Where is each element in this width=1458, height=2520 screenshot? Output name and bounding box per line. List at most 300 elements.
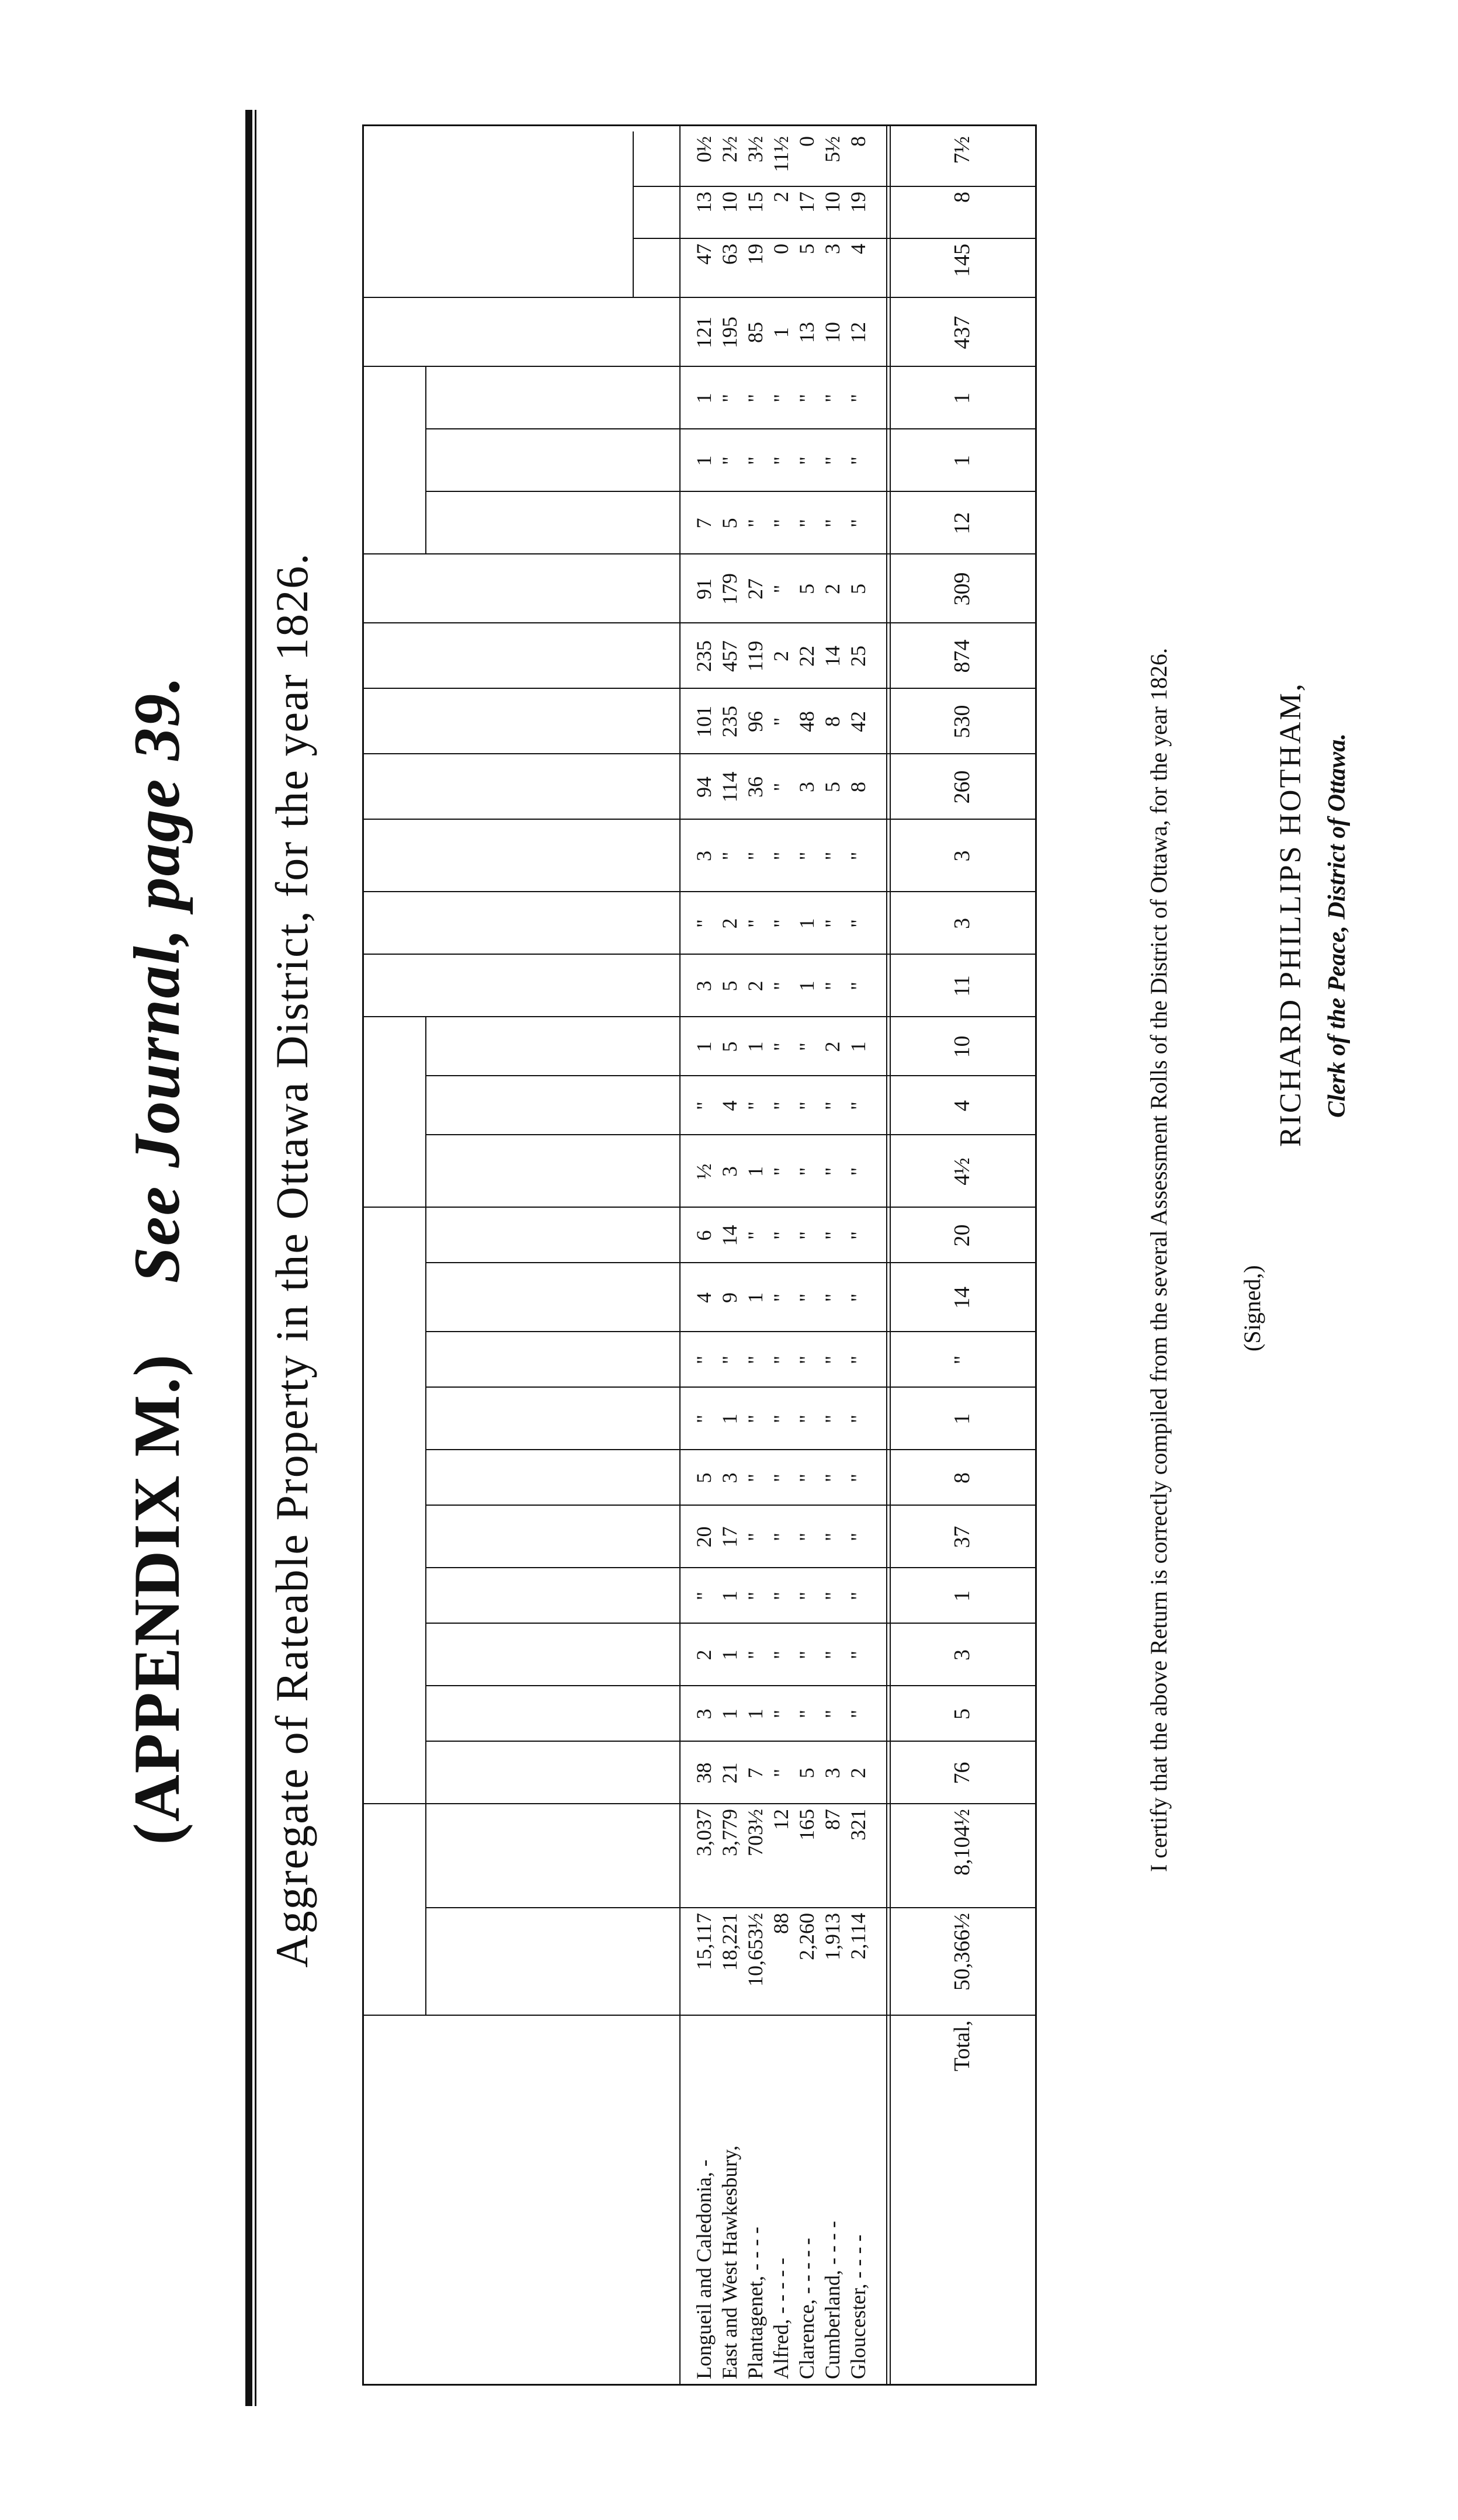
header-pence (633, 131, 679, 187)
table-cell: " (821, 1101, 844, 1110)
table-cell: 11½ (769, 136, 793, 172)
column-uncultivated (691, 1908, 895, 2016)
table-cell: " (744, 919, 767, 928)
table-cell: " (795, 1474, 818, 1482)
column-divider (425, 1449, 1035, 1450)
total-covered: 1 (949, 393, 974, 404)
table-cell: " (821, 1415, 844, 1423)
table-cell: " (744, 1651, 767, 1659)
table-cell: " (769, 1293, 793, 1302)
column-divider (425, 1075, 1035, 1076)
table-cell: 21 (718, 1762, 741, 1784)
table-cell: " (744, 851, 767, 861)
table-cell: " (744, 1356, 767, 1364)
header-rule (679, 126, 681, 2384)
table-cell: 9 (718, 1292, 741, 1303)
table-cell: 2 (744, 980, 767, 992)
table-cell: 5 (795, 584, 818, 594)
column-divider (425, 428, 1035, 429)
table-cell: " (846, 1651, 870, 1659)
header-pounds (633, 239, 679, 298)
table-cell: 3 (795, 782, 818, 792)
table-cell: " (769, 1356, 793, 1364)
column-divider (364, 954, 1035, 955)
group-header-land (364, 1804, 425, 2016)
table-cell: " (821, 519, 844, 528)
heavy-rule (245, 110, 252, 2406)
table-cell: 1 (692, 393, 716, 404)
total-hewn2: 3 (949, 1649, 974, 1661)
table-cell: 38 (692, 1762, 716, 1784)
table-cell: " (821, 919, 844, 928)
table-cell: " (846, 919, 870, 928)
total-merchant: 11 (949, 975, 974, 997)
header-framed1 (425, 1506, 679, 1568)
table-cell: 4 (692, 1292, 716, 1303)
table-cell: 1 (795, 980, 818, 992)
column-divider (425, 1623, 1035, 1624)
header-merchant (364, 955, 679, 1017)
table-cell: 114 (718, 771, 741, 803)
column-saw (691, 1017, 895, 1076)
table-cell: 3 (718, 1166, 741, 1177)
table-cell: " (821, 394, 844, 403)
table-cell: 2 (769, 651, 793, 661)
header-covered (425, 367, 679, 429)
total-saw: 10 (949, 1035, 974, 1058)
header-hewn1 (425, 1742, 679, 1804)
group-header-mills (364, 1017, 425, 1208)
column-store (691, 892, 895, 955)
table-cell: " (846, 1231, 870, 1240)
table-cell: 3½ (744, 136, 767, 162)
column-townships (691, 2016, 895, 2384)
table-cell: 19 (846, 192, 870, 213)
table-cell: " (692, 1415, 716, 1423)
table-cell: " (769, 1101, 793, 1110)
total-brick1: 1 (949, 1413, 974, 1424)
table-cell: 63 (718, 244, 741, 265)
table-cell: 42 (846, 711, 870, 732)
table-cell: 7 (744, 1767, 767, 1779)
total-shillings: 8 (949, 192, 974, 203)
column-cultivated (691, 1804, 895, 1908)
column-divider (364, 688, 1035, 689)
table-cell: 6 (692, 1230, 716, 1241)
table-cell: " (718, 456, 741, 465)
table-cell: 1 (744, 1041, 767, 1052)
table-cell: " (769, 1167, 793, 1176)
header-add5 (425, 1208, 679, 1263)
table-cell: " (846, 982, 870, 990)
total-add5: 20 (949, 1224, 974, 1247)
table-cell: " (846, 1293, 870, 1302)
column-horseshire (691, 820, 895, 892)
table-cell: " (821, 1356, 844, 1364)
total-cultivated: 8,104½ (949, 1809, 974, 1876)
table-cell: 1 (718, 1413, 741, 1424)
total-add4: " (949, 1355, 974, 1365)
table-cell: " (744, 1533, 767, 1541)
table-cell: 85 (744, 322, 767, 343)
table-cell: East and West Hawkesbury, (718, 2145, 741, 2379)
total-grist: 4½ (949, 1157, 974, 1186)
table-cell: " (821, 982, 844, 990)
column-addstones (691, 1076, 895, 1135)
column-divider (425, 1134, 1035, 1135)
total-uncultivated: 50,366½ (949, 1913, 974, 1991)
table-cell: " (769, 1415, 793, 1423)
column-add5 (691, 1208, 895, 1263)
table-cell: " (821, 1167, 844, 1176)
table-cell: 1 (718, 1708, 741, 1720)
total-curricles: 1 (949, 455, 974, 466)
table-cell: 10,653½ (744, 1913, 767, 1987)
table-cell: 4 (846, 244, 870, 254)
column-divider (425, 1386, 1035, 1388)
table-cell: 1 (718, 1590, 741, 1602)
table-cell: 3 (718, 1472, 741, 1483)
table-cell: " (769, 1533, 793, 1541)
table-cell: 3 (821, 1767, 844, 1779)
total-oxen: 530 (949, 705, 974, 739)
table-cell: " (692, 1101, 716, 1110)
table-cell: " (795, 394, 818, 403)
table-cell: " (718, 851, 741, 861)
header-add1 (425, 1686, 679, 1742)
appendix-title (120, 0, 195, 2520)
table-cell: " (769, 1769, 793, 1777)
table-cell: " (795, 1415, 818, 1423)
column-framed1 (691, 1506, 895, 1568)
header-store (364, 892, 679, 955)
header-oxen (364, 689, 679, 754)
tax-subrule (633, 131, 634, 298)
table-cell: " (769, 1651, 793, 1659)
table-cell: 235 (692, 640, 716, 672)
table-cell: 7 (692, 518, 716, 529)
signed-label: (Signed,) (1239, 1265, 1265, 1351)
header-townships (364, 2016, 679, 2384)
total-add1: 5 (949, 1708, 974, 1720)
total-hewn1: 76 (949, 1762, 974, 1784)
column-waggons (691, 492, 895, 554)
table-cell: ½ (692, 1163, 716, 1180)
table-cell: 2,260 (795, 1913, 818, 1960)
total-rule-top-2 (886, 126, 887, 2384)
total-brick2: 14 (949, 1287, 974, 1309)
table-cell: Gloucester, - - - - (846, 2234, 870, 2379)
table-cell: 14 (821, 646, 844, 667)
column-young (691, 554, 895, 623)
table-cell: 12 (846, 322, 870, 343)
table-cell: 3 (692, 1708, 716, 1720)
table-cell: 2½ (718, 136, 741, 162)
table-cell: 8 (821, 716, 844, 727)
column-divider (425, 1567, 1035, 1568)
table-cell: " (795, 456, 818, 465)
column-divider (364, 1016, 1035, 1017)
table-cell: " (795, 1293, 818, 1302)
property-table (362, 124, 1037, 2386)
table-cell: " (795, 1101, 818, 1110)
total-inhabitants: 437 (949, 316, 974, 349)
table-cell: 1 (692, 455, 716, 466)
table-cell: 1 (744, 1292, 767, 1303)
header-shillings (633, 187, 679, 239)
column-divider (425, 1907, 1035, 1908)
table-cell: 18,221 (718, 1913, 741, 1971)
column-covered (691, 367, 895, 429)
table-cell: " (821, 1293, 844, 1302)
table-cell: 36 (744, 777, 767, 798)
table-cell: " (846, 1592, 870, 1600)
total-horses4: 260 (949, 770, 974, 804)
header-inhabitants (364, 298, 679, 367)
table-cell: 3,037 (692, 1809, 716, 1856)
table-cell: 5 (795, 1767, 818, 1779)
table-cell: 10 (821, 192, 844, 213)
table-cell: 10 (718, 192, 741, 213)
total-addstones: 4 (949, 1100, 974, 1111)
table-cell: " (744, 1592, 767, 1600)
table-cell: 5 (846, 584, 870, 594)
table-cell: 5 (718, 1041, 741, 1052)
table-cell: " (795, 1167, 818, 1176)
table-cell: 48 (795, 711, 818, 732)
header-brick1 (425, 1388, 679, 1450)
table-cell: " (692, 919, 716, 928)
table-cell: " (846, 1101, 870, 1110)
table-cell: " (795, 1710, 818, 1718)
total-townships: Total, (949, 2020, 974, 2072)
column-divider (425, 1685, 1035, 1686)
table-cell: " (769, 982, 793, 990)
table-cell: 15,117 (692, 1913, 716, 1970)
header-uncultivated (425, 1908, 679, 2016)
table-cell: " (821, 456, 844, 465)
table-cell: 88 (769, 1913, 793, 1934)
table-cell: " (744, 519, 767, 528)
table-cell: 165 (795, 1809, 818, 1840)
total-pounds: 145 (949, 244, 974, 277)
table-cell: " (846, 851, 870, 861)
header-waggons (425, 492, 679, 554)
table-cell: 0½ (692, 136, 716, 162)
table-cell: 8 (846, 136, 870, 147)
table-cell: 87 (821, 1809, 844, 1830)
column-add1 (691, 1686, 895, 1742)
column-divider (364, 819, 1035, 820)
column-inhabitants (691, 298, 895, 367)
thin-rule (255, 110, 256, 2406)
table-cell: 235 (718, 706, 741, 737)
column-divider (364, 753, 1035, 754)
table-cell: 5 (821, 782, 844, 792)
table-cell: " (769, 1592, 793, 1600)
header-addstones (425, 1076, 679, 1135)
table-cell: 5 (795, 244, 818, 254)
table-cell: 119 (744, 640, 767, 672)
table-cell: " (769, 919, 793, 928)
header-curricles (425, 429, 679, 492)
table-cell: 25 (846, 646, 870, 667)
table-cell: 3,779 (718, 1809, 741, 1856)
column-oxen (691, 689, 895, 754)
table-cell: 1 (744, 1708, 767, 1720)
column-divider (425, 1505, 1035, 1506)
journal-reference: See Journal, page 39. (121, 675, 193, 1284)
table-cell: 703½ (744, 1809, 767, 1856)
column-pence (691, 131, 895, 187)
table-cell: 17 (795, 192, 818, 213)
header-milch (364, 623, 679, 689)
table-cell: 4 (718, 1100, 741, 1111)
table-cell: 2 (692, 1649, 716, 1661)
table-cell: " (692, 1356, 716, 1364)
table-cell: " (769, 1474, 793, 1482)
total-pence: 7½ (949, 136, 974, 164)
table-cell: 1 (795, 918, 818, 929)
header-young (364, 554, 679, 623)
table-cell: 17 (718, 1526, 741, 1548)
column-hewn1 (691, 1742, 895, 1804)
header-tax (364, 131, 633, 298)
table-cell: 20 (692, 1526, 716, 1548)
table-cell: " (769, 584, 793, 594)
signatory-title: Clerk of the Peace, District of Ottawa. (1324, 733, 1351, 1118)
table-cell: " (769, 1231, 793, 1240)
table-cell: 2 (821, 584, 844, 594)
header-cultivated (425, 1804, 679, 1908)
table-cell: 121 (692, 317, 716, 348)
table-cell: 14 (718, 1225, 741, 1246)
table-cell: " (769, 1710, 793, 1718)
table-cell: Alfred, - - - - - (769, 2258, 793, 2379)
column-add3 (691, 1450, 895, 1506)
column-milch (691, 623, 895, 689)
column-divider (364, 553, 1035, 554)
table-cell: " (769, 456, 793, 465)
column-grist (691, 1135, 895, 1208)
column-divider (633, 238, 1035, 239)
table-cell: " (846, 1710, 870, 1718)
header-horses4 (364, 754, 679, 820)
total-milch: 874 (949, 639, 974, 673)
table-cell: 19 (744, 244, 767, 265)
column-divider (364, 2015, 1035, 2016)
table-cell: 10 (821, 322, 844, 343)
table-cell: " (769, 394, 793, 403)
total-horseshire: 3 (949, 850, 974, 862)
column-divider (425, 1331, 1035, 1332)
signatory-name: RICHARD PHILLIPS HOTHAM, (1274, 682, 1307, 1147)
table-cell: " (692, 1592, 716, 1600)
table-cell: 3 (692, 980, 716, 992)
table-cell: " (821, 851, 844, 861)
column-divider (364, 1207, 1035, 1208)
table-cell: 1 (692, 1041, 716, 1052)
column-divider (425, 1741, 1035, 1742)
total-rule-top (890, 126, 891, 2384)
table-cell: " (846, 1356, 870, 1364)
table-cell: 5 (692, 1472, 716, 1483)
total-add3: 8 (949, 1472, 974, 1483)
column-divider (364, 366, 1035, 367)
table-cell: 27 (744, 578, 767, 599)
table-cell: 13 (795, 322, 818, 343)
column-shillings (691, 187, 895, 239)
table-cell: " (795, 1592, 818, 1600)
table-cell: " (795, 1356, 818, 1364)
table-subtitle: Aggregate of Rateable Property in the Ottawa District, for the year 1826. (266, 552, 317, 1968)
table-cell: 101 (692, 706, 716, 737)
table-cell: " (795, 851, 818, 861)
group-header-carriages (364, 367, 425, 554)
table-cell: " (846, 519, 870, 528)
column-divider (633, 186, 1035, 187)
column-divider (425, 491, 1035, 492)
table-cell: " (769, 782, 793, 792)
table-cell: " (821, 1710, 844, 1718)
column-divider (364, 297, 1035, 298)
table-cell: " (846, 456, 870, 465)
table-cell: " (769, 717, 793, 726)
column-brick2 (691, 1263, 895, 1332)
column-divider (364, 622, 1035, 623)
column-merchant (691, 955, 895, 1017)
table-cell: 2 (846, 1767, 870, 1779)
column-brick1 (691, 1388, 895, 1450)
table-cell: 5 (718, 518, 741, 529)
group-header-houses (364, 1208, 425, 1804)
table-cell: 0 (769, 244, 793, 254)
table-cell: 1 (718, 1649, 741, 1661)
table-cell: " (846, 1533, 870, 1541)
table-cell: 5½ (821, 136, 844, 162)
table-cell: 457 (718, 640, 741, 672)
total-framed1: 37 (949, 1526, 974, 1548)
column-divider (364, 1803, 1035, 1804)
table-cell: 1 (846, 1041, 870, 1052)
table-cell: Cumberland, - - - - (821, 2221, 844, 2379)
header-add4 (425, 1332, 679, 1388)
column-divider (364, 891, 1035, 892)
table-cell: 94 (692, 777, 716, 798)
table-cell: " (795, 1651, 818, 1659)
table-cell: 3 (692, 851, 716, 861)
column-pounds (691, 239, 895, 298)
table-cell: " (795, 1042, 818, 1051)
table-cell: " (795, 1231, 818, 1240)
table-cell: 2,114 (846, 1913, 870, 1960)
table-cell: " (821, 1533, 844, 1541)
column-hewn2 (691, 1624, 895, 1686)
table-cell: 8 (846, 782, 870, 792)
table-cell: " (744, 1474, 767, 1482)
column-divider (425, 1262, 1035, 1263)
table-cell: 5 (718, 980, 741, 992)
table-cell: 321 (846, 1809, 870, 1840)
table-cell: 3 (821, 244, 844, 254)
appendix-label: (APPENDIX M.) (121, 1353, 193, 1845)
table-cell: " (846, 1167, 870, 1176)
table-cell: Clarence, - - - - - (795, 2238, 818, 2379)
column-curricles (691, 429, 895, 492)
table-cell: " (821, 1474, 844, 1482)
table-cell: 1,913 (821, 1913, 844, 1960)
header-grist (425, 1135, 679, 1208)
